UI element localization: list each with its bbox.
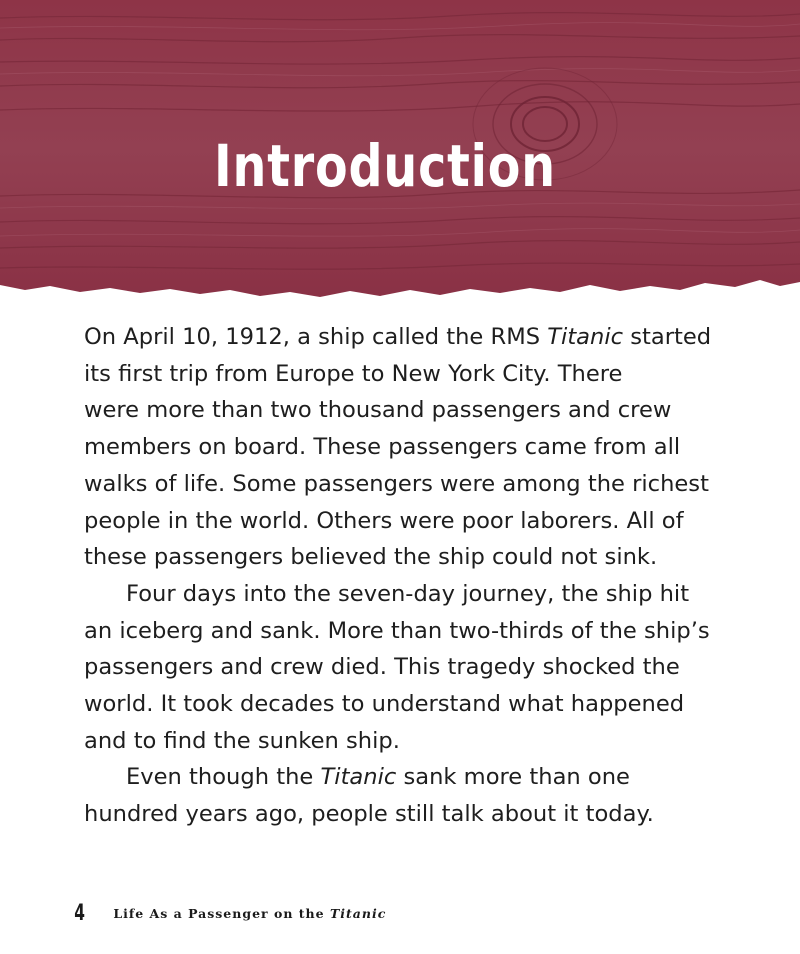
page-title: Introduction xyxy=(214,132,556,200)
paragraph-2 xyxy=(84,576,724,760)
text-line: passengers and crew died. This tragedy shocked the xyxy=(84,654,680,681)
running-head: Life As a Passenger on the Titanic xyxy=(113,905,387,921)
text-line: and to find the sunken ship. xyxy=(84,727,400,754)
text-line: Four days into the seven-day journey, the ship hit xyxy=(126,580,690,607)
text-line: an iceberg and sank. More than two-thirds of the ship’s xyxy=(84,617,710,644)
text-line: people in the world. Others were poor laborers. All of xyxy=(84,507,684,534)
page-number: 4 xyxy=(74,900,86,926)
paragraph-1 xyxy=(84,319,724,576)
text-line: were more than two thousand passengers and crew xyxy=(84,397,672,424)
text-line: Even though the Titanic sank more than one xyxy=(126,764,630,791)
text-line: its first trip from Europe to New York City. There xyxy=(84,360,623,387)
text-line: hundred years ago, people still talk about it today. xyxy=(84,801,654,828)
paragraph-3 xyxy=(84,759,724,832)
text-line: these passengers believed the ship could not sink. xyxy=(84,544,658,571)
text-line: world. It took decades to understand what happened xyxy=(84,691,685,718)
page-footer xyxy=(72,898,386,928)
text-line: members on board. These passengers came from all xyxy=(84,434,681,461)
body-text xyxy=(84,319,724,833)
text-line: walks of life. Some passengers were among the richest xyxy=(84,470,709,497)
text-line: On April 10, 1912, a ship called the RMS Titanic started xyxy=(84,324,712,350)
